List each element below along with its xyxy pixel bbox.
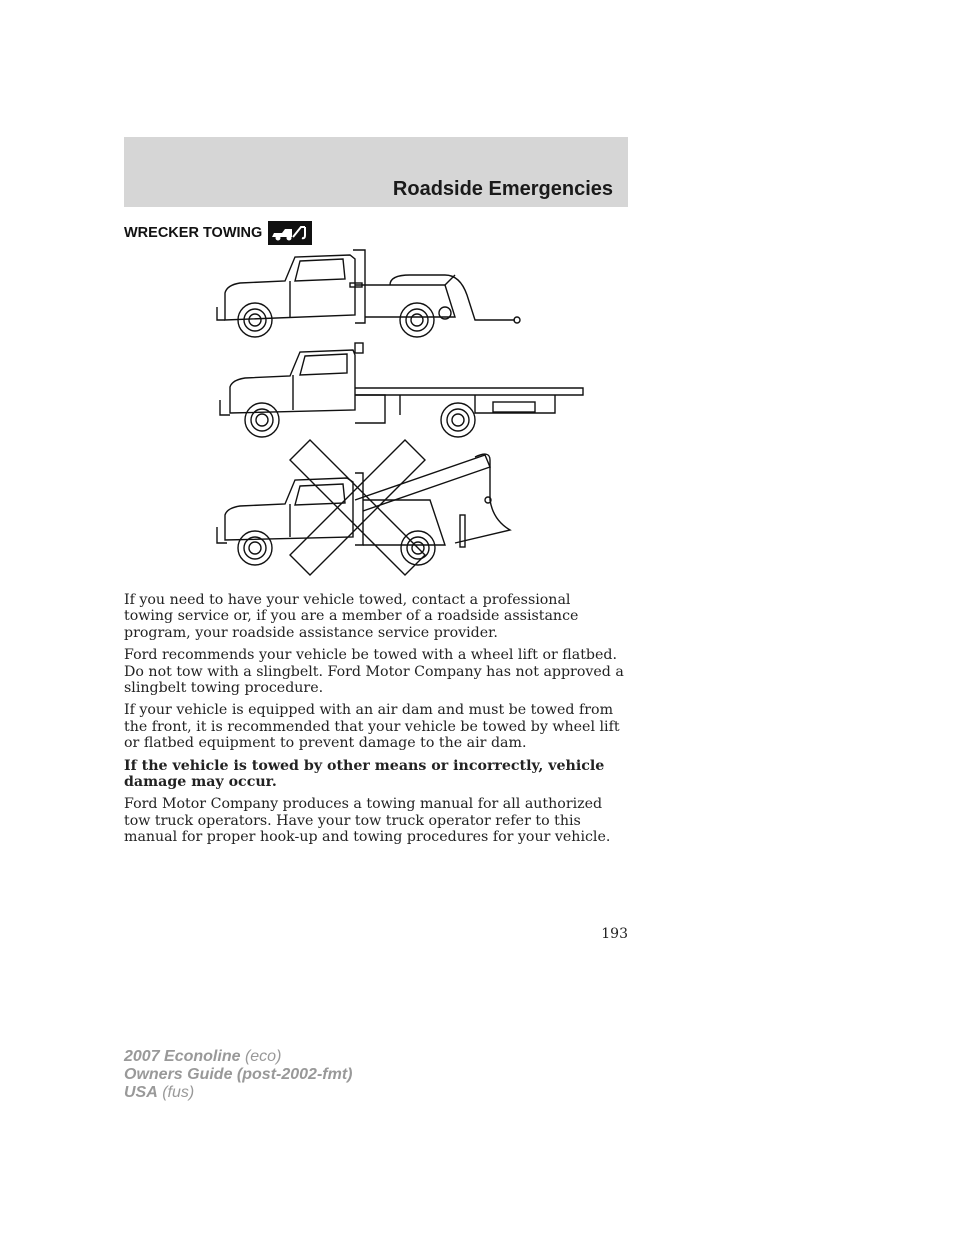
paragraph-closing: Ford Motor Company produces a towing manual for all authorized tow truck operators. Have your tow truck operator refer to this manual for proper hook-up and towing procedures for your vehicle.: [124, 796, 611, 846]
slingbelt-truck-crossed-out: [217, 440, 510, 575]
paragraph-1: If you need to have your vehicle towed, contact a professional towing service or, if you are a member of a roadside assistance program, your roadside assistance service provider.: [124, 592, 579, 641]
footer-guide: Owners Guide (post-2002-fmt): [124, 1066, 353, 1083]
header-band: [124, 137, 628, 207]
page-title: Roadside Emergencies: [392, 178, 613, 200]
towing-figure: [205, 245, 595, 585]
paragraph-2: Ford recommends your vehicle be towed with a wheel lift or flatbed. Do not tow with a slingbelt. Ford Motor Company has not approved a slingbelt towing procedure.: [124, 647, 624, 697]
page-number: 193: [601, 926, 628, 942]
flatbed-truck: [220, 343, 583, 437]
footer-region-code: (fus): [157, 1084, 195, 1101]
body-text: [124, 592, 624, 852]
section-heading: [124, 221, 312, 245]
tow-truck-icon: [268, 221, 312, 245]
cross-mark: [290, 440, 425, 575]
warning-text: If the vehicle is towed by other means or incorrectly, vehicle damage may occur.: [124, 757, 605, 791]
footer-model-code: (eco): [240, 1048, 282, 1065]
footer-line-1: [124, 1048, 352, 1066]
section-heading-text: WRECKER TOWING: [124, 225, 263, 241]
footer-line-3: [124, 1084, 352, 1102]
footer-region: USA: [124, 1084, 158, 1101]
wheel-lift-truck: [217, 250, 520, 337]
paragraph-3: If your vehicle is equipped with an air dam and must be towed from the front, it is recommended that your vehicle be towed by wheel lift or flatbed equipment to prevent damage to the air dam.: [124, 702, 620, 752]
footer-line-2: [124, 1066, 352, 1084]
footer-model: 2007 Econoline: [124, 1048, 241, 1065]
footer: [124, 1048, 352, 1102]
